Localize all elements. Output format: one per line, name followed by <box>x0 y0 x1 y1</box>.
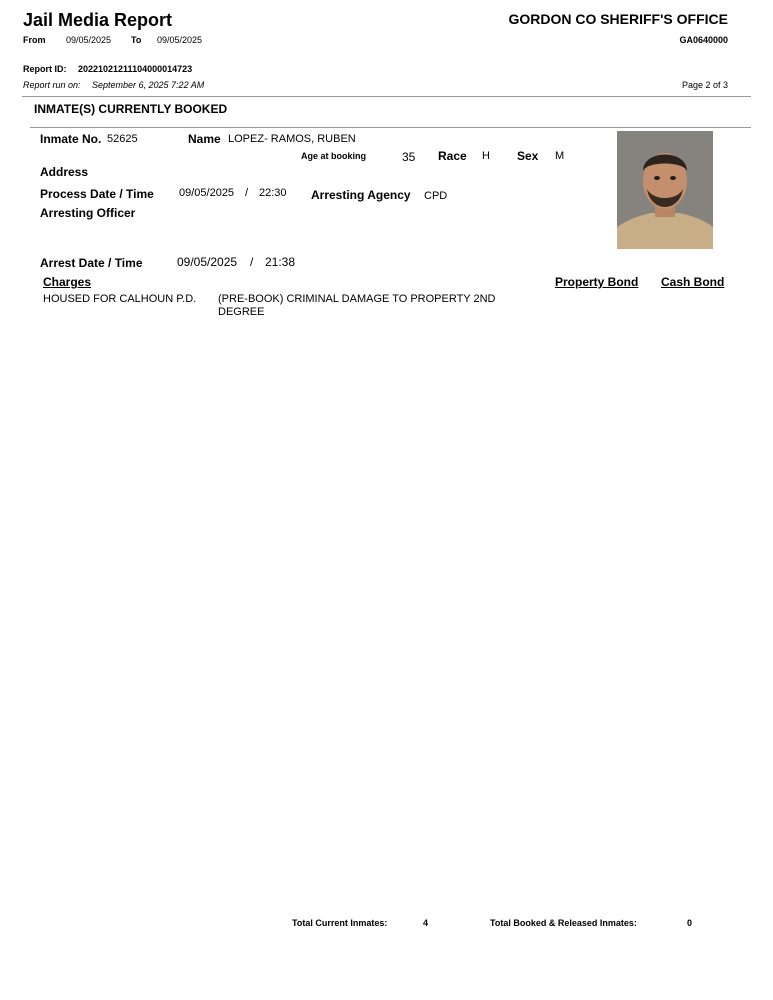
report-id-label: Report ID: <box>23 64 67 74</box>
charge-note: HOUSED FOR CALHOUN P.D. <box>43 293 197 305</box>
total-released-value: 0 <box>687 918 693 928</box>
arrest-label: Arrest Date / Time <box>40 256 143 270</box>
inmate-name: LOPEZ- RAMOS, RUBEN <box>228 133 356 145</box>
total-released-label: Total Booked & Released Inmates: <box>490 918 637 928</box>
agency-name: GORDON CO SHERIFF'S OFFICE <box>508 11 728 27</box>
process-sep: / <box>245 187 249 199</box>
arrest-sep: / <box>250 255 254 269</box>
run-on: September 6, 2025 7:22 AM <box>92 80 205 90</box>
charges-header: Charges <box>43 275 92 289</box>
report-title: Jail Media Report <box>23 10 173 30</box>
from-date: 09/05/2025 <box>66 35 112 45</box>
run-label: Report run on: <box>23 80 81 90</box>
section-divider <box>30 127 751 128</box>
sex-label: Sex <box>517 149 539 163</box>
arrest-time: 21:38 <box>265 255 296 269</box>
race-value: H <box>482 150 490 162</box>
section-title: INMATE(S) CURRENTLY BOOKED <box>34 102 228 116</box>
arrest-date: 09/05/2025 <box>177 255 238 269</box>
to-label: To <box>131 35 142 45</box>
age-value: 35 <box>402 150 416 164</box>
mugshot-image <box>617 131 713 249</box>
total-current-label: Total Current Inmates: <box>292 918 388 928</box>
age-label: Age at booking <box>301 151 366 161</box>
process-time: 22:30 <box>259 187 287 199</box>
charge-description-text: (PRE-BOOK) CRIMINAL DAMAGE TO PROPERTY 2ND DEGREE <box>218 293 496 318</box>
inmate-no: 52625 <box>107 133 138 145</box>
cash-bond-header: Cash Bond <box>661 275 725 289</box>
address-label: Address <box>40 165 89 179</box>
to-date: 09/05/2025 <box>157 35 203 45</box>
sex-value: M <box>555 150 565 162</box>
arresting-agency-label: Arresting Agency <box>311 188 411 202</box>
arresting-agency: CPD <box>424 190 448 202</box>
agency-ori: GA0640000 <box>679 35 728 45</box>
header-divider <box>22 96 751 97</box>
inmate-no-label: Inmate No. <box>40 132 102 146</box>
page-number: Page 2 of 3 <box>681 80 728 90</box>
name-label: Name <box>188 132 221 146</box>
report-id: 20221021211104000014723 <box>78 64 193 74</box>
property-bond-header: Property Bond <box>555 275 639 289</box>
total-current-value: 4 <box>423 918 429 928</box>
process-date: 09/05/2025 <box>179 187 235 199</box>
race-label: Race <box>438 149 467 163</box>
from-label: From <box>23 35 46 45</box>
charge-description <box>218 293 518 319</box>
arresting-officer-label: Arresting Officer <box>40 206 136 220</box>
process-label: Process Date / Time <box>40 187 154 201</box>
booking-photo <box>617 131 713 249</box>
